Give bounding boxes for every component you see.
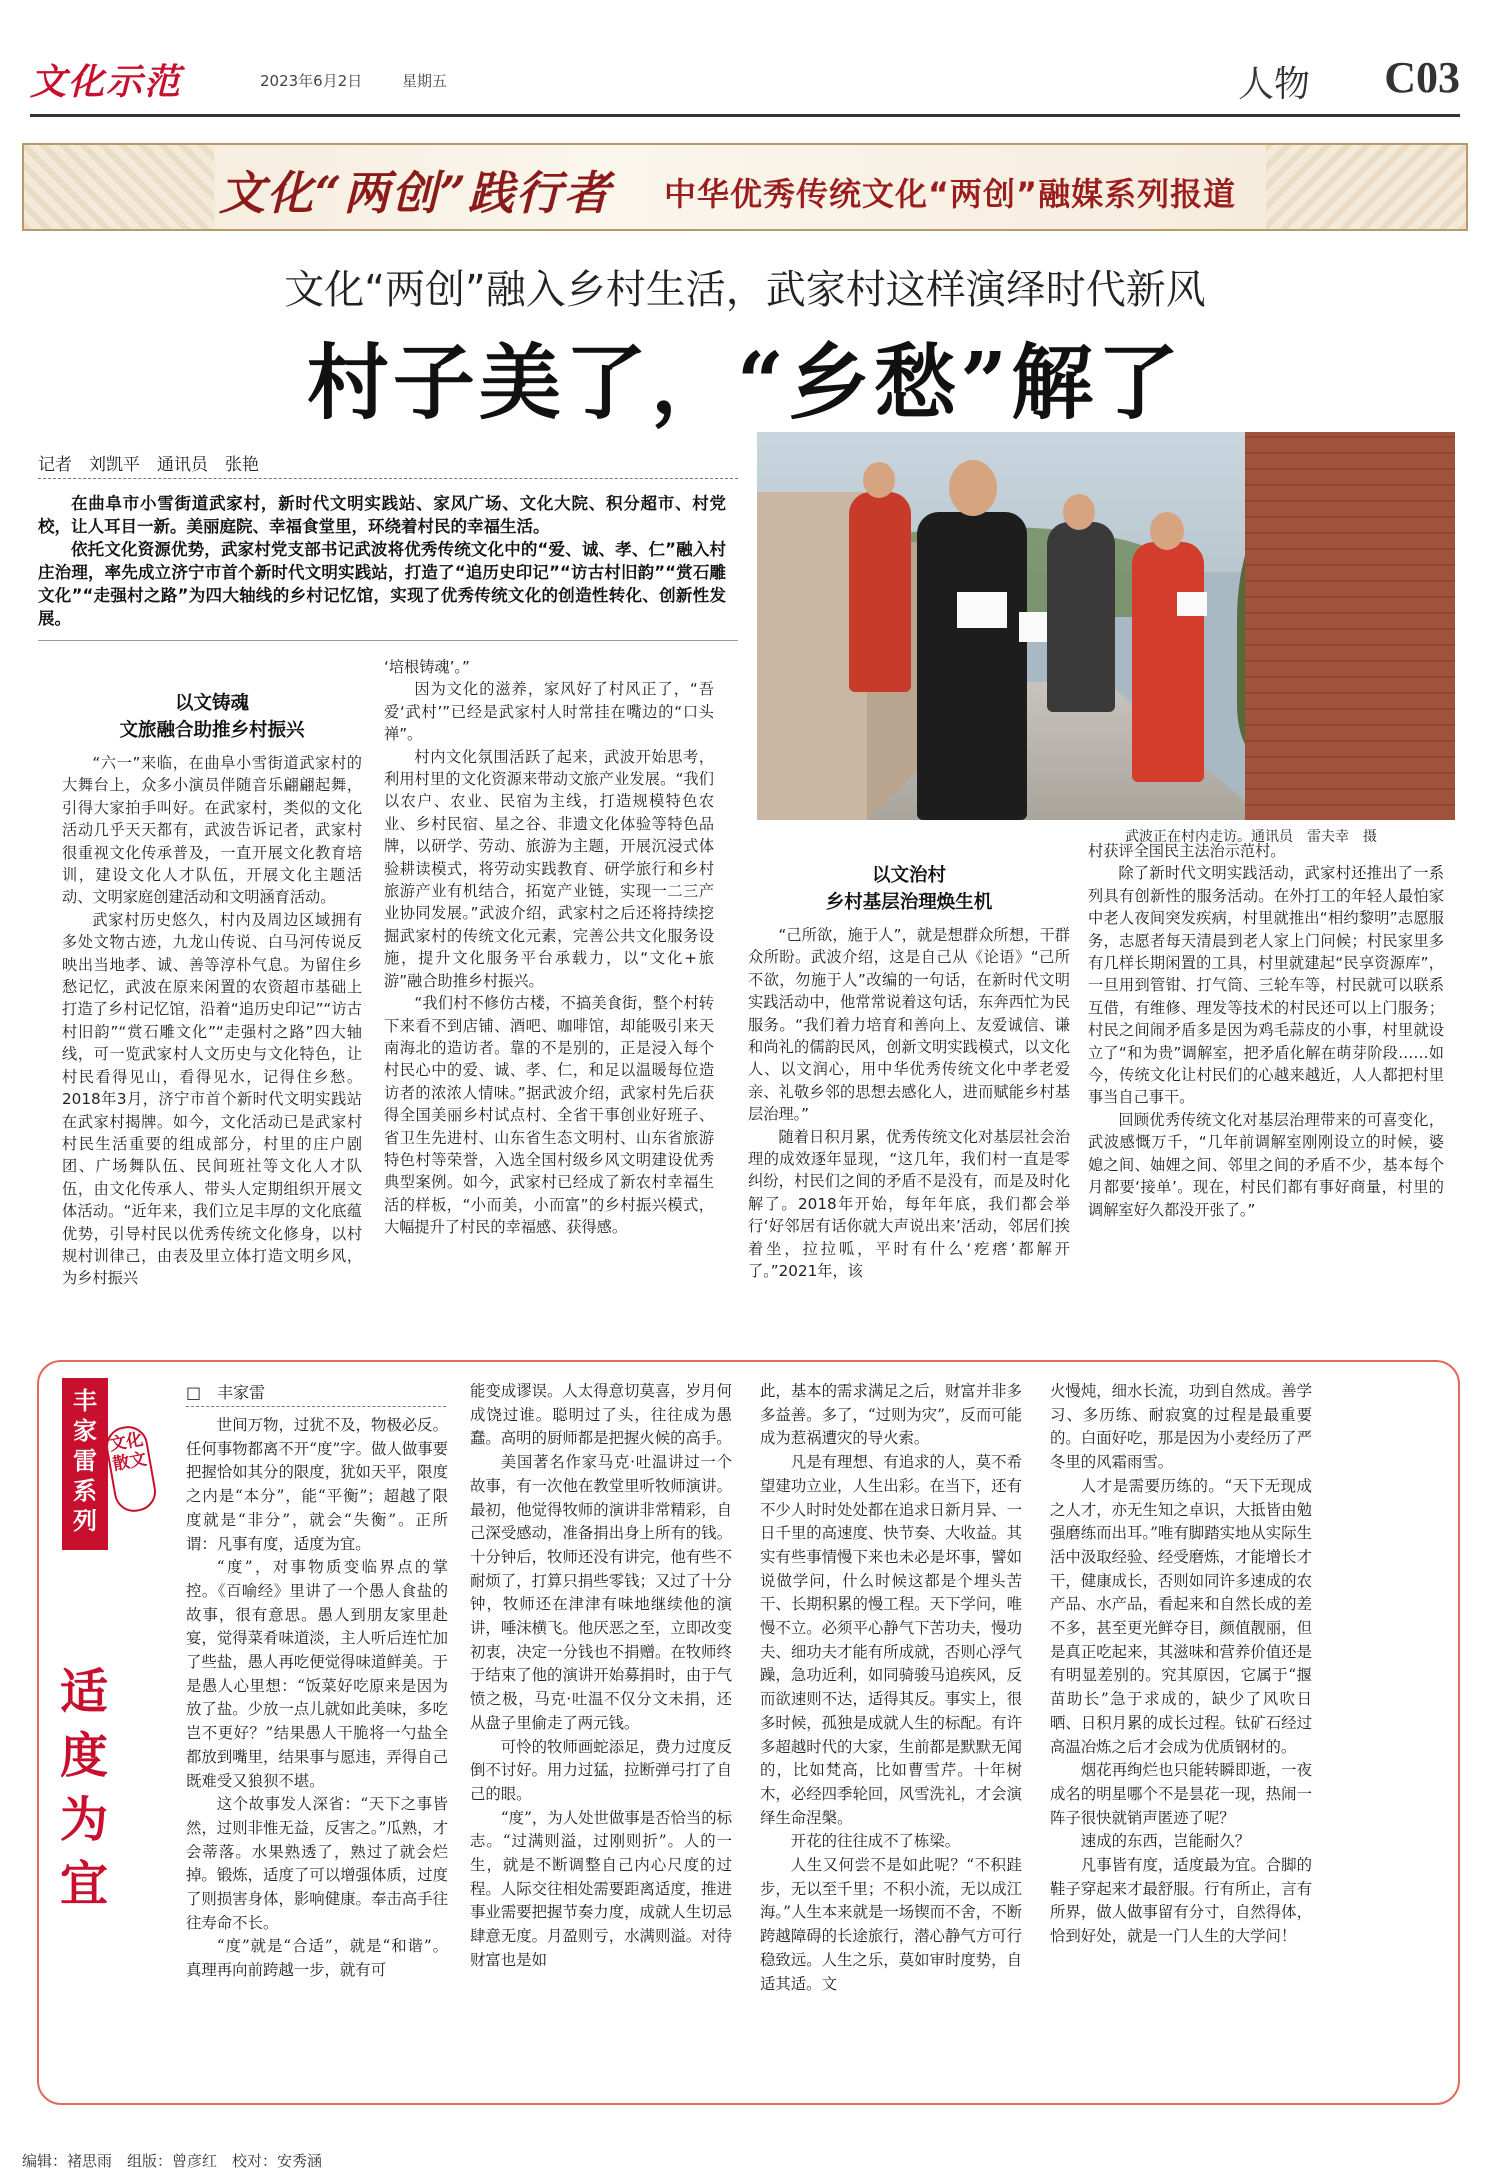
article-lead	[38, 492, 726, 630]
essay-series-label: 丰家雷系列	[62, 1378, 108, 1550]
article-byline: 记者 刘凯平 通讯员 张艳	[38, 455, 259, 475]
essay-paragraph: 这个故事发人深省：“天下之事皆然，过则非惟无益，反害之。”瓜熟，才会蒂落。水果熟透了，熟过了就会烂掉。锻炼，适度了可以增强体质，过度了则损害身体，影响健康。奉击高手往往寿命不长。	[186, 1795, 448, 1932]
essay-paragraph: 火慢炖，细水长流，功到自然成。善学习、多历练、耐寂寞的过程是最重要的。白面好吃，那是因为小麦经历了严冬里的风霜雨雪。	[1050, 1382, 1312, 1472]
masthead	[30, 48, 1460, 110]
essay-paragraph: “度”就是“合适”，就是“和谐”。真理再向前跨越一步，就有可	[186, 1937, 448, 1980]
body-paragraph: 因为文化的滋养，家风好了村风正了，“吾爱‘武村’”已经是武家村人时常挂在嘴边的“口头禅”。	[384, 680, 714, 744]
essay-paragraph: 人才是需要历练的。“天下无现成之人才，亦无生知之卓识，大抵皆由勉强磨练而出耳。”唯有脚踏实地从实际生活中汲取经验、经受磨炼，才能增长才干，健康成长，否则如同许多速成的农产品、水产品，看起来和自然长成的差不多，甚至更光鲜夺目，颜值靓丽，但是真正吃起来，其滋味和营养价值还是有明显差别的。究其原因，它属于“揠苗助长”急于求成的，缺少了风吹日晒、日积月累的成长过程。钛矿石经过高温冶炼之后才会成为优质钢材的。	[1050, 1476, 1312, 1756]
essay-genre-tag: 文化散文	[103, 1423, 159, 1515]
body-paragraph: 武家村历史悠久，村内及周边区域拥有多处文物古迹，九龙山传说、白马河传说反映出当地孝、诚、善等淳朴气息。为留住乡愁记忆，武波在原来闲置的农资超市基础上打造了乡村记忆馆，沿着“追历史印记”“访古村旧韵”“赏石雕文化”“走强村之路”四大轴线，可一览武家村人文历史与文化特色，让村民看得见山，看得见水，记得住乡愁。2018年3月，济宁市首个新时代文明实践站在武家村揭牌。如今，文化活动已是武家村村民生活重要的组成部分，村里的庄户剧团、广场舞队伍、民间班社等文化人才队伍，由文化传承人、带头人定期组织开展文体活动。“近年来，我们立足丰厚的文化底蕴优势，引导村民以优秀传统文化修身，以村规村训律己，由表及里立体打造文明乡风，为乡村振兴	[62, 910, 362, 1288]
newspaper-brand: 文化示范	[30, 62, 183, 103]
section-subhead: 以文铸魂 文旅融合助推乡村振兴	[119, 693, 305, 741]
essay-paragraph: “度”，对事物质变临界点的掌控。《百喻经》里讲了一个愚人食盐的故事，很有意思。愚人到朋友家里赴宴，觉得菜肴味道淡，主人听后连忙加了些盐，愚人再吃便觉得味道鲜美。于是愚人心里想：“饭菜好吃原来是因为放了盐。少放一点儿就如此美味，多吃岂不更好？”结果愚人干脆将一勺盐全都放到嘴里，结果事与愿违，弄得自己既难受又狼狈不堪。	[186, 1558, 448, 1790]
article-photo	[757, 432, 1455, 820]
body-paragraph: 回顾优秀传统文化对基层治理带来的可喜变化，武波感慨万千，“几年前调解室刚刚设立的时候，婆媳之间、妯娌之间、邻里之间的矛盾不少，基本每个月都要‘接单’。现在，村民们都有事好商量，村里的调解室好久都没开张了。”	[1088, 1110, 1444, 1219]
article-headline: 村子美了，“乡愁”解了	[306, 335, 1184, 431]
lead-divider	[38, 640, 738, 641]
page-number: C03	[1384, 53, 1460, 102]
author-divider	[186, 1406, 446, 1407]
essay-column-4	[1050, 1380, 1312, 2078]
essay-paragraph: 此，基本的需求满足之后，财富并非多多益善。多了，“过则为灾”，反而可能成为惹祸遭灾的导火索。	[760, 1382, 1022, 1448]
body-paragraph: 村获评全国民主法治示范村。	[1088, 842, 1286, 860]
body-paragraph: “六一”来临，在曲阜小雪街道武家村的大舞台上，众多小演员伴随音乐翩翩起舞，引得大家拍手叫好。在武家村，类似的文化活动几乎天天都有，武波告诉记者，武家村很重视文化传承普及，一直开展文化教育培训，建设文化人才队伍，开展文化主题活动、文明家庭创建活动和文明涵育活动。	[62, 754, 362, 907]
lead-paragraph: 在曲阜市小雪街道武家村，新时代文明实践站、家风广场、文化大院、积分超市、村党校，让人耳目一新。美丽庭院、幸福食堂里，环绕着村民的幸福生活。	[38, 494, 726, 536]
photo-person	[1047, 522, 1115, 712]
banner-ornament-right	[1266, 145, 1466, 229]
photo-person	[1132, 542, 1204, 782]
section-name: 人物	[1237, 64, 1310, 105]
article-column-4	[1088, 840, 1444, 1336]
body-paragraph: 除了新时代文明实践活动，武家村还推出了一系列具有创新性的服务活动。在外打工的年轻人最怕家中老人夜间突发疾病，村里就推出“相约黎明”志愿服务，志愿者每天清晨到老人家上门问候；村民家里多有几样长期闲置的工具，村里就建起“民享资源库”，一旦用到管钳、打气筒、三轮车等，村民就可以联系互借，有维修、理发等技术的村民还可以上门服务；村民之间闹矛盾多是因为鸡毛蒜皮的小事，村里就设立了“和为贵”调解室，把矛盾化解在萌芽阶段……如今，传统文化让村民们的心越来越近，人人都把村里事当自己事干。	[1088, 864, 1444, 1107]
essay-author: □ 丰家雷	[186, 1383, 266, 1402]
essay-title: 适度为宜	[59, 1664, 108, 1912]
article-column-1	[62, 686, 362, 1336]
essay-paragraph: 人生又何尝不是如此呢？“不积跬步，无以至千里；不积小流，无以成江海。”人生本来就是一场锲而不舍，不断跨越障碍的长途旅行，潜心静气方可行稳致远。人生之乐，莫如审时度势，自适其适。文	[760, 1856, 1022, 1993]
photo-person	[849, 492, 911, 692]
essay-column-1	[186, 1414, 448, 2078]
issue-weekday: 星期五	[402, 72, 448, 90]
essay-paragraph: 凡是有理想、有追求的人，莫不希望建功立业，人生出彩。在当下，还有不少人时时处处都在追求日新月异、一日千里的高速度、快节奏、大收益。其实有些事情慢下来也未必是坏事，譬如说做学问，什么时候这都是个埋头苦干、长期积累的慢工程。天下学问，唯慢不立。必须平心静气下苦功夫，慢功夫、细功夫才能有所成就，否则心浮气躁，急功近利，如同骑骏马追疾风，反而欲速则不达，适得其反。事实上，很多时候，孤独是成就人生的标配。有许多超越时代的大家，生前都是默默无闻的，比如梵高，比如曹雪芹。十年树木，必经四季轮回，风雪洗礼，才会演绎生命涅槃。	[760, 1453, 1022, 1827]
issue-date: 2023年6月2日	[260, 72, 363, 90]
essay-paragraph: 美国著名作家马克·吐温讲过一个故事，有一次他在教堂里听牧师演讲。最初，他觉得牧师的演讲非常精彩，自己深受感动，准备捐出身上所有的钱。十分钟后，牧师还没有讲完，他有些不耐烦了，打算只捐些零钱；又过了十分钟，牧师还在津津有味地继续他的演讲，唾沫横飞。他厌恶之至，立即改变初衷，决定一分钱也不捐赠。在牧师终于结束了他的演讲开始募捐时，由于气愤之极，马克·吐温不仅分文未捐，还从盘子里偷走了两元钱。	[470, 1453, 732, 1732]
byline-divider	[38, 478, 738, 479]
body-paragraph: “我们村不修仿古楼，不搞美食街，整个村转下来看不到店铺、酒吧、咖啡馆，却能吸引来天南海北的造访者。靠的不是别的，正是浸入每个村民心中的爱、诚、孝、仁，和足以温暖每位造访者的浓浓人情味。”据武波介绍，武家村先后获得全国美丽乡村试点村、全省干事创业好班子、省卫生先进村、山东省生态文明村、山东省旅游特色村等荣誉，入选全国村级乡风文明建设优秀典型案例。如今，武家村已经成了新农村幸福生活的样板，“小而美，小而富”的乡村振兴模式，大幅提升了村民的幸福感、获得感。	[384, 994, 714, 1237]
section-subhead: 以文治村 乡村基层治理焕生机	[825, 865, 993, 913]
essay-paragraph: 能变成谬误。人太得意切莫喜，岁月何成饶过谁。聪明过了头，往往成为愚蠢。高明的厨师都是把握火候的高手。	[470, 1382, 732, 1448]
essay-column-3	[760, 1380, 1022, 2078]
body-paragraph: “己所欲，施于人”，就是想群众所想，干群众所盼。武波介绍，这是自己从《论语》“己所不欲，勿施于人”改编的一句话，在新时代文明实践活动中，他常常说着这句话，东奔西忙为民服务。“我们着力培育和善向上、友爱诚信、谦和尚礼的儒韵民风，创新文明实践模式，以文化人、以文润心，用中华优秀传统文化中孝老爱亲、礼敬乡邻的思想去感化人，进而赋能乡村基层治理。”	[748, 926, 1070, 1124]
banner-subtitle: 中华优秀传统文化“两创”融媒系列报道	[664, 175, 1237, 213]
photo-person	[917, 512, 1027, 820]
essay-column-2	[470, 1380, 732, 2078]
body-paragraph: ‘培根铸魂’。”	[384, 658, 470, 676]
essay-paragraph: 世间万物，过犹不及，物极必反。任何事物都离不开“度”字。做人做事要把握恰如其分的限度，犹如天平，限度之内是“本分”，能“平衡”；超越了限度就是“非分”，就会“失衡”。正所谓：凡事有度，适度为宜。	[186, 1416, 448, 1553]
photo-caption: 武波正在村内走访。通讯员 雷夫幸 摄	[1125, 829, 1377, 845]
masthead-rule	[30, 114, 1460, 117]
essay-paragraph: “度”，为人处世做事是否恰当的标志。“过满则溢，过刚则折”。人的一生，就是不断调整自己内心尺度的过程。人际交往相处需要距离适度，推进事业需要把握节奏力度，成就人生切忌肆意无度。月盈则亏，水满则溢。对待财富也是如	[470, 1808, 732, 1969]
body-paragraph: 村内文化氛围活跃了起来，武波开始思考，利用村里的文化资源来带动文旅产业发展。“我们以农户、农业、民宿为主线，打造规模特色农业、乡村民宿、星之谷、非遗文化体验等特色品牌，以研学、劳动、旅游为主题，开展沉浸式体验耕读模式，将劳动实践教育、研学旅行和乡村旅游产业有机结合，拓宽产业链，实现一二三产业协同发展。”武波介绍，武家村之后还将持续挖掘武家村的传统文化元素，完善公共文化服务设施，提升文化服务平台承载力，以“文化+旅游”融合助推乡村振兴。	[384, 747, 714, 990]
essay-paragraph: 开花的往往成不了栋梁。	[790, 1832, 961, 1851]
series-banner	[22, 143, 1468, 231]
article-column-3	[748, 858, 1070, 1336]
essay-paragraph: 烟花再绚烂也只能转瞬即逝，一夜成名的明星哪个不是昙花一现，热闹一阵子很快就销声匿迹了呢？	[1050, 1761, 1312, 1827]
essay-paragraph: 速成的东西，岂能耐久？	[1080, 1832, 1251, 1851]
page-credits: 编辑：褚思雨 组版：曾彦红 校对：安秀涵	[22, 2152, 323, 2170]
banner-title: 文化“两创”践行者	[219, 166, 612, 220]
lead-paragraph: 依托文化资源优势，武家村党支部书记武波将优秀传统文化中的“爱、诚、孝、仁”融入村庄治理，率先成立济宁市首个新时代文明实践站，打造了“追历史印记”“访古村旧韵”“赏石雕文化”“走强村之路”为四大轴线的乡村记忆馆，实现了优秀传统文化的创造性转化、创新性发展。	[38, 540, 726, 628]
essay-paragraph: 可怜的牧师画蛇添足，费力过度反倒不讨好。用力过猛，拉断弹弓打了自己的眼。	[470, 1737, 732, 1803]
essay-paragraph: 凡事皆有度，适度最为宜。合脚的鞋子穿起来才最舒服。行有所止，言有所界，做人做事留有分寸，自然得体，恰到好处，就是一门人生的大学问！	[1050, 1856, 1312, 1946]
article-kicker: 文化“两创”融入乡村生活，武家村这样演绎时代新风	[284, 267, 1206, 313]
article-column-2	[384, 656, 714, 1336]
body-paragraph: 随着日积月累，优秀传统文化对基层社会治理的成效逐年显现，“这几年，我们村一直是零纠纷，村民们之间的矛盾不是没有，而是及时化解了。2018年开始，每年年底，我们都会举行‘好邻居有话你就大声说出来’活动，邻居们挨着坐，拉拉呱，平时有什么‘疙瘩’都解开了。”2021年，该	[748, 1127, 1070, 1281]
banner-ornament-left	[24, 145, 214, 229]
